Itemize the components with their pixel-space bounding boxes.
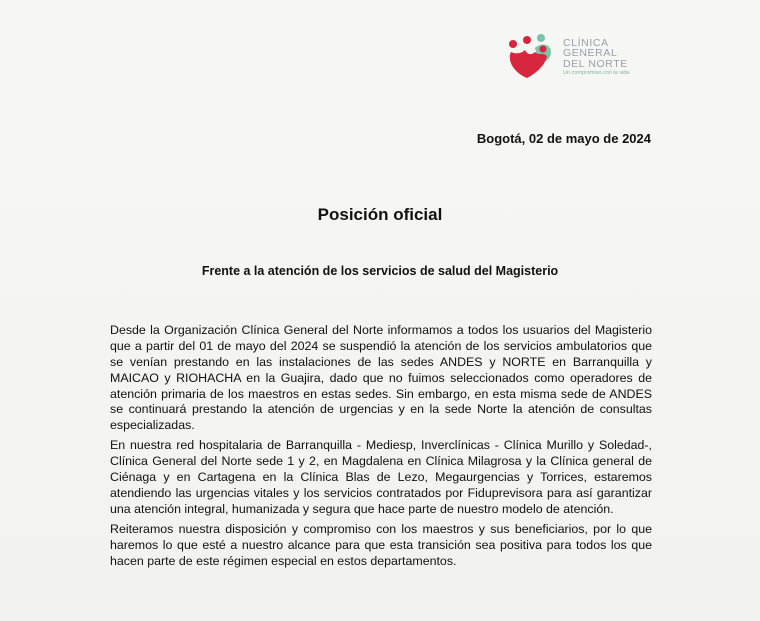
paragraph-1: Desde la Organización Clínica General del Norte informamos a todos los usuarios del Magisterio que a partir del 01 de mayo del 2024 se suspendió la atención de los servicios ambulatorios que se venían prestando en las instalaciones de las sedes ANDES y NORTE en Barranquilla y MAICAO y RIOHACHA en la Guajira, dado que no fuimos seleccionados como operadores de atención primaria de los maestros en estas sedes. Sin embargo, en esta misma sede de ANDES se continuará prestando la atención de urgencias y en la sede Norte la atención de consultas especializadas.	[110, 323, 652, 433]
logo-line-2: GENERAL	[563, 47, 618, 59]
document-date: Bogotá, 02 de mayo de 2024	[476, 131, 651, 146]
document-subtitle: Frente a la atención de los servicios de salud del Magisterio	[201, 264, 559, 278]
clinic-logo	[505, 30, 655, 84]
paragraph-2: En nuestra red hospitalaria de Barranquilla - Mediesp, Inverclínicas - Clínica Murillo y Soledad-, Clínica General del Norte sede 1 y 2, en Magdalena en Clínica Milagrosa y la Clínica general de Ciénaga y en Cartagena en la Clínica Blas de Lezo, Megaurgencias y Torrices, estaremos atendiendo las urgencias vitales y los servicios contratados por Fiduprevisora para así garantizar una atención integral, humanizada y segura que hace parte de nuestro modelo de atención.	[110, 438, 652, 516]
logo-line-1: CLÍNICA	[563, 36, 609, 49]
logo-tagline: Un compromiso con la vida	[563, 70, 630, 76]
paragraph-3: Reiteramos nuestra disposición y compromiso con los maestros y sus beneficiarios, por lo que haremos lo que esté a nuestro alcance para que esta transición sea positiva para todos los que hacen parte de este régimen especial en estos departamentos.	[110, 522, 652, 568]
heart-people-icon	[505, 32, 557, 82]
document-title: Posición oficial	[317, 205, 443, 224]
logo-line-3: DEL NORTE	[563, 57, 628, 70]
